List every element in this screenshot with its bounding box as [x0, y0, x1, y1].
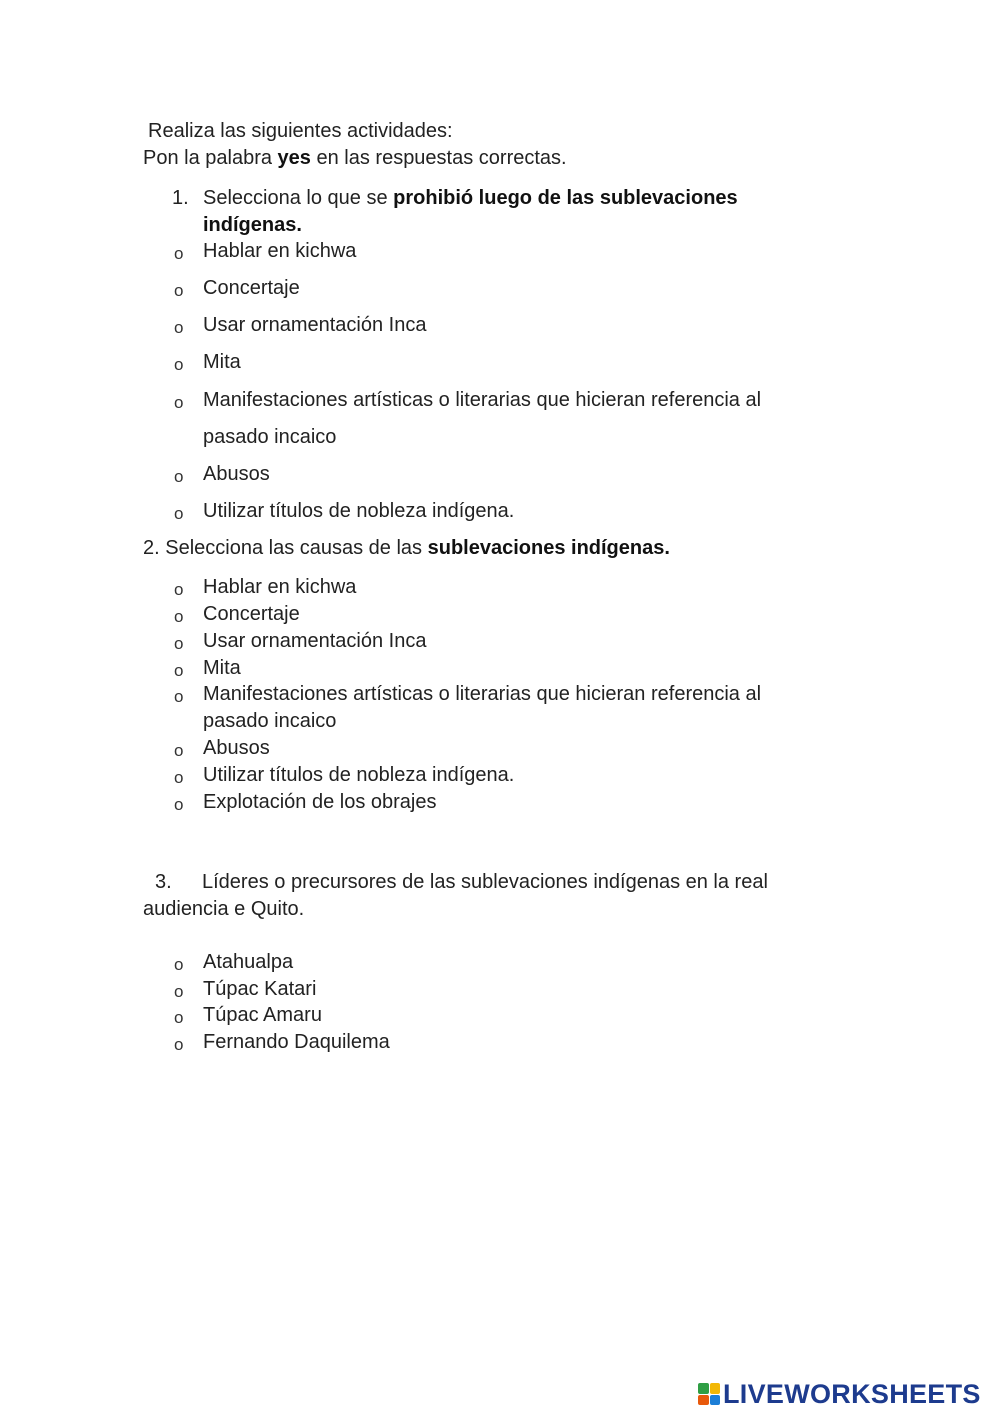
q3-question-line2: audiencia e Quito.	[143, 898, 305, 920]
list-bullet: o	[174, 955, 184, 974]
list-bullet: o	[174, 982, 184, 1001]
list-item: Concertaje	[203, 603, 300, 625]
list-bullet: o	[174, 661, 184, 680]
logo-block-icon	[710, 1395, 721, 1406]
list-item: Hablar en kichwa	[203, 240, 357, 262]
instructions-subheading: Pon la palabra yes en las respuestas correctas.	[143, 147, 567, 169]
list-item: Hablar en kichwa	[203, 576, 357, 598]
list-item: Túpac Amaru	[203, 1004, 322, 1026]
q1-question-line2: indígenas.	[203, 214, 302, 236]
list-item: Utilizar títulos de nobleza indígena.	[203, 500, 515, 522]
q3-number: 3.	[155, 871, 172, 893]
list-bullet: o	[174, 504, 184, 523]
list-item: Mita	[203, 351, 241, 373]
list-bullet: o	[174, 244, 184, 263]
list-item: Manifestaciones artísticas o literarias que hicieran referencia al	[203, 389, 762, 411]
list-item: Usar ornamentación Inca	[203, 314, 427, 336]
list-item-continuation: pasado incaico	[203, 710, 337, 732]
list-bullet: o	[174, 741, 184, 760]
list-item: Abusos	[203, 463, 270, 485]
list-bullet: o	[174, 355, 184, 374]
list-item: Concertaje	[203, 277, 300, 299]
list-item: Mita	[203, 657, 241, 679]
logo-block-icon	[698, 1395, 709, 1406]
keyword-yes: yes	[277, 147, 311, 169]
list-bullet: o	[174, 1008, 184, 1027]
instructions-heading: Realiza las siguientes actividades:	[148, 120, 453, 142]
q1-number: 1.	[172, 187, 189, 209]
list-bullet: o	[174, 768, 184, 787]
list-bullet: o	[174, 634, 184, 653]
list-bullet: o	[174, 795, 184, 814]
liveworksheets-logo-icon	[698, 1383, 720, 1405]
logo-block-icon	[698, 1383, 709, 1394]
list-bullet: o	[174, 580, 184, 599]
q1-question-line1: Selecciona lo que se prohibió luego de las sublevaciones	[203, 187, 738, 209]
list-item: Utilizar títulos de nobleza indígena.	[203, 764, 515, 786]
list-bullet: o	[174, 467, 184, 486]
list-bullet: o	[174, 1035, 184, 1054]
liveworksheets-logo-text: LIVEWORKSHEETS	[723, 1378, 981, 1409]
list-item: Usar ornamentación Inca	[203, 630, 427, 652]
list-item: Atahualpa	[203, 951, 294, 973]
list-bullet: o	[174, 687, 184, 706]
list-item: Túpac Katari	[203, 978, 317, 1000]
list-bullet: o	[174, 393, 184, 412]
logo-block-icon	[710, 1383, 721, 1394]
list-item-continuation: pasado incaico	[203, 426, 337, 448]
list-bullet: o	[174, 607, 184, 626]
list-item: Abusos	[203, 737, 270, 759]
q3-question-line1: Líderes o precursores de las sublevaciones indígenas en la real	[202, 871, 768, 893]
list-item: Explotación de los obrajes	[203, 791, 437, 813]
list-bullet: o	[174, 281, 184, 300]
q2-question: 2. Selecciona las causas de las sublevaciones indígenas.	[143, 537, 670, 559]
list-item: Manifestaciones artísticas o literarias que hicieran referencia al	[203, 683, 762, 705]
list-item: Fernando Daquilema	[203, 1031, 390, 1053]
list-bullet: o	[174, 318, 184, 337]
liveworksheets-logo	[698, 1378, 981, 1410]
